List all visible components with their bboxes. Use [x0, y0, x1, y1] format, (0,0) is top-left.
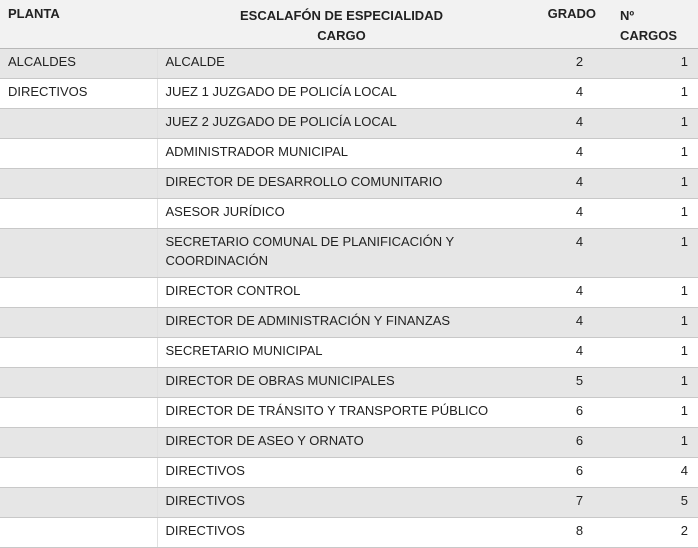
cell-cargo: ADMINISTRADOR MUNICIPAL — [157, 139, 526, 169]
cell-planta — [0, 368, 157, 398]
cell-planta — [0, 139, 157, 169]
table-row — [0, 488, 698, 518]
table-row — [0, 278, 698, 308]
cell-cargo: DIRECTIVOS — [157, 488, 526, 518]
cell-num-cargos: 1 — [606, 229, 698, 278]
table-row — [0, 308, 698, 338]
header-cargo — [157, 0, 526, 49]
cell-cargo: ASESOR JURÍDICO — [157, 199, 526, 229]
header-cargo-line1: ESCALAFÓN DE ESPECIALIDAD — [240, 8, 443, 23]
cell-planta — [0, 518, 157, 548]
cell-planta: ALCALDES — [0, 49, 157, 79]
cell-num-cargos: 1 — [606, 308, 698, 338]
cell-num-cargos: 1 — [606, 338, 698, 368]
table-row — [0, 169, 698, 199]
cell-grado: 4 — [526, 169, 606, 199]
cell-grado: 4 — [526, 139, 606, 169]
cell-num-cargos: 1 — [606, 79, 698, 109]
table-row — [0, 199, 698, 229]
cell-grado: 7 — [526, 488, 606, 518]
cell-cargo: SECRETARIO MUNICIPAL — [157, 338, 526, 368]
table-header — [0, 0, 698, 49]
cell-grado: 4 — [526, 308, 606, 338]
table-row — [0, 518, 698, 548]
header-num-line2: CARGOS — [620, 28, 678, 43]
cell-grado: 6 — [526, 398, 606, 428]
cell-cargo: DIRECTOR DE ASEO Y ORNATO — [157, 428, 526, 458]
cell-planta — [0, 109, 157, 139]
table-body — [0, 49, 698, 548]
table-row — [0, 49, 698, 79]
header-grado: GRADO — [526, 0, 606, 49]
header-planta: PLANTA — [0, 0, 157, 49]
cell-grado: 4 — [526, 229, 606, 278]
cell-grado: 6 — [526, 428, 606, 458]
table-row — [0, 368, 698, 398]
cell-cargo: DIRECTOR DE TRÁNSITO Y TRANSPORTE PÚBLICO — [157, 398, 526, 428]
header-row — [0, 0, 698, 49]
cell-cargo: DIRECTOR DE DESARROLLO COMUNITARIO — [157, 169, 526, 199]
cell-grado: 6 — [526, 458, 606, 488]
cell-planta — [0, 308, 157, 338]
table-row — [0, 229, 698, 278]
cell-num-cargos: 1 — [606, 169, 698, 199]
cell-num-cargos: 5 — [606, 488, 698, 518]
table-row — [0, 458, 698, 488]
cell-grado: 4 — [526, 278, 606, 308]
cell-planta: DIRECTIVOS — [0, 79, 157, 109]
cell-planta — [0, 458, 157, 488]
cell-num-cargos: 1 — [606, 49, 698, 79]
header-num-cargos — [606, 0, 698, 49]
cell-num-cargos: 2 — [606, 518, 698, 548]
cell-grado: 4 — [526, 109, 606, 139]
cell-cargo: JUEZ 1 JUZGADO DE POLICÍA LOCAL — [157, 79, 526, 109]
cell-num-cargos: 1 — [606, 199, 698, 229]
cell-grado: 4 — [526, 199, 606, 229]
table-row — [0, 109, 698, 139]
cell-cargo: DIRECTIVOS — [157, 518, 526, 548]
cell-grado: 5 — [526, 368, 606, 398]
cell-planta — [0, 398, 157, 428]
table-row — [0, 79, 698, 109]
table-row — [0, 139, 698, 169]
header-cargo-line2: CARGO — [317, 28, 366, 43]
table-row — [0, 428, 698, 458]
cell-grado: 4 — [526, 79, 606, 109]
cell-cargo: DIRECTOR DE OBRAS MUNICIPALES — [157, 368, 526, 398]
cell-cargo: JUEZ 2 JUZGADO DE POLICÍA LOCAL — [157, 109, 526, 139]
cell-num-cargos: 1 — [606, 368, 698, 398]
cell-num-cargos: 1 — [606, 428, 698, 458]
cell-planta — [0, 229, 157, 278]
cell-cargo: SECRETARIO COMUNAL DE PLANIFICACIÓN Y COORDINACIÓN — [157, 229, 526, 278]
cell-grado: 4 — [526, 338, 606, 368]
cell-planta — [0, 428, 157, 458]
cell-grado: 2 — [526, 49, 606, 79]
cell-num-cargos: 1 — [606, 398, 698, 428]
cell-num-cargos: 4 — [606, 458, 698, 488]
header-num-line1: Nº — [620, 8, 635, 23]
cell-num-cargos: 1 — [606, 139, 698, 169]
cell-cargo: DIRECTOR DE ADMINISTRACIÓN Y FINANZAS — [157, 308, 526, 338]
cell-planta — [0, 338, 157, 368]
cell-planta — [0, 278, 157, 308]
cell-planta — [0, 169, 157, 199]
cell-planta — [0, 199, 157, 229]
cell-cargo: DIRECTIVOS — [157, 458, 526, 488]
cell-num-cargos: 1 — [606, 109, 698, 139]
cell-num-cargos: 1 — [606, 278, 698, 308]
table-row — [0, 338, 698, 368]
cell-cargo: ALCALDE — [157, 49, 526, 79]
cell-planta — [0, 488, 157, 518]
cell-cargo: DIRECTOR CONTROL — [157, 278, 526, 308]
cell-grado: 8 — [526, 518, 606, 548]
table-row — [0, 398, 698, 428]
